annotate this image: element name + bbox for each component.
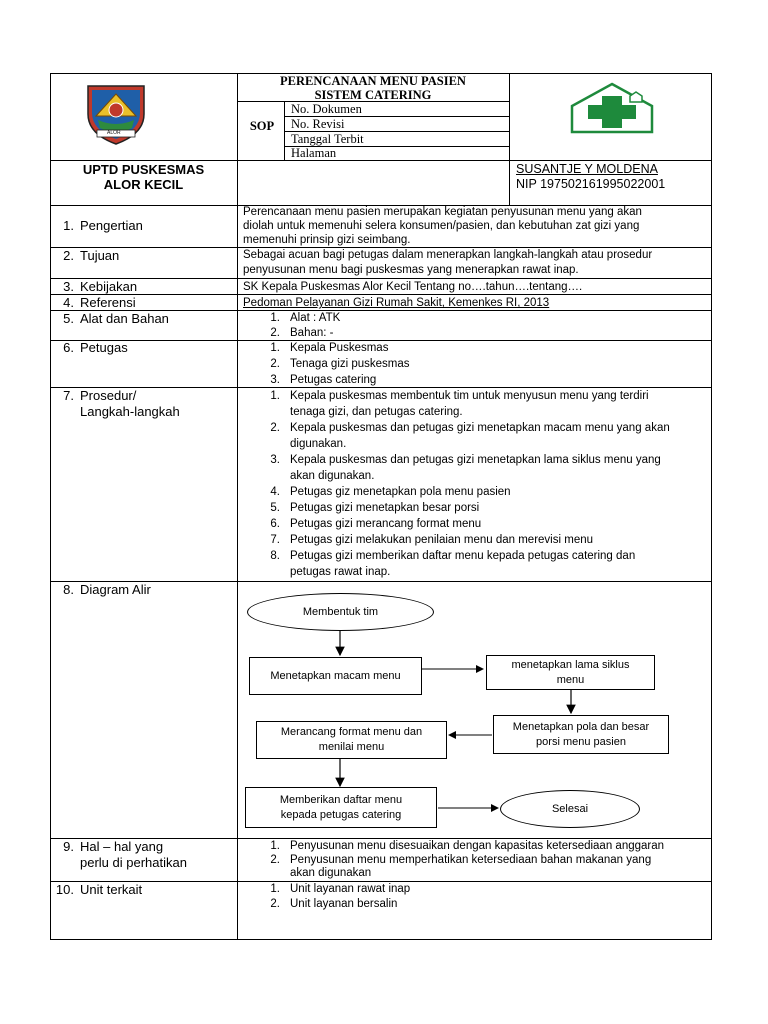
label-unit: 10. Unit terkait — [55, 882, 143, 897]
header-row-separator — [50, 160, 712, 161]
label-petugas: 6. Petugas — [63, 340, 128, 355]
label-referensi: 4. Referensi — [63, 295, 136, 310]
document-title-line-1: PERENCANAAN MENU PASIEN — [280, 74, 466, 88]
sop-label: SOP — [249, 119, 275, 133]
label-diagram: 8. Diagram Alir — [63, 582, 151, 597]
header-divider-right — [509, 73, 510, 205]
tujuan-text: Sebagai acuan bagi petugas dalam menerapkan langkah-langkah atau prosedur penyusunan menu bagi puskesmas yang menerapkan rawat inap. — [243, 249, 653, 276]
puskesmas-logo — [570, 82, 654, 134]
signer-nip: NIP 197502161995022001 — [516, 177, 666, 191]
flow-node-lama-siklus: menetapkan lama siklus menu — [486, 655, 655, 690]
row-line-kebijakan — [50, 294, 712, 295]
label-alat: 5. Alat dan Bahan — [63, 311, 169, 326]
organization-line-1: UPTD PUSKESMAS — [82, 162, 205, 177]
kebijakan-text: SK Kepala Puskesmas Alor Kecil Tentang no….tahun….tentang…. — [243, 281, 583, 293]
signer-name: SUSANTJE Y MOLDENA — [516, 162, 658, 176]
table-border-right — [711, 73, 712, 939]
flow-node-pola-porsi: Menetapkan pola dan besar porsi menu pasien — [493, 715, 669, 754]
row-line-tujuan — [50, 278, 712, 279]
pengertian-text: Perencanaan menu pasien merupakan kegiatan penyusunan menu yang akan diolah untuk memenuhi selera konsumen/pasien, dan kebutuhan zat gizi yang memenuhi prinsip gizi seimbang. — [243, 206, 642, 246]
doc-field-tanggal-terbit: Tanggal Terbit — [291, 132, 364, 146]
doc-field-halaman: Halaman — [291, 146, 337, 160]
organization-name — [50, 162, 237, 192]
referensi-text: Pedoman Pelayanan Gizi Rumah Sakit, Kemenkes RI, 2013 — [243, 297, 550, 309]
flow-node-format-menu: Merancang format menu dan menilai menu — [256, 721, 447, 759]
document-title — [237, 74, 509, 102]
flow-node-macam-menu: Menetapkan macam menu — [249, 657, 422, 695]
document-title-line-2: SISTEM CATERING — [314, 88, 432, 102]
regency-logo — [82, 80, 150, 146]
label-hal: 9. Hal – hal yang perlu di perhatikan — [63, 839, 187, 870]
flow-node-start: Membentuk tim — [247, 593, 434, 631]
regency-logo-text: ALOR — [107, 130, 121, 136]
flow-node-end: Selesai — [500, 790, 640, 828]
label-kebijakan: 3. Kebijakan — [63, 279, 138, 294]
table-border-left — [50, 73, 51, 939]
doc-field-no-dokumen: No. Dokumen — [291, 102, 362, 116]
flow-node-daftar-menu: Memberikan daftar menu kepada petugas catering — [245, 787, 437, 828]
label-pengertian: 1. Pengertian — [63, 218, 143, 233]
label-tujuan: 2. Tujuan — [63, 248, 120, 263]
organization-line-2: ALOR KECIL — [103, 177, 184, 192]
signer-block — [516, 162, 665, 192]
label-prosedur: 7. Prosedur/ Langkah-langkah — [63, 388, 180, 419]
table-border-bottom — [50, 939, 712, 940]
doc-field-no-revisi: No. Revisi — [291, 117, 345, 131]
